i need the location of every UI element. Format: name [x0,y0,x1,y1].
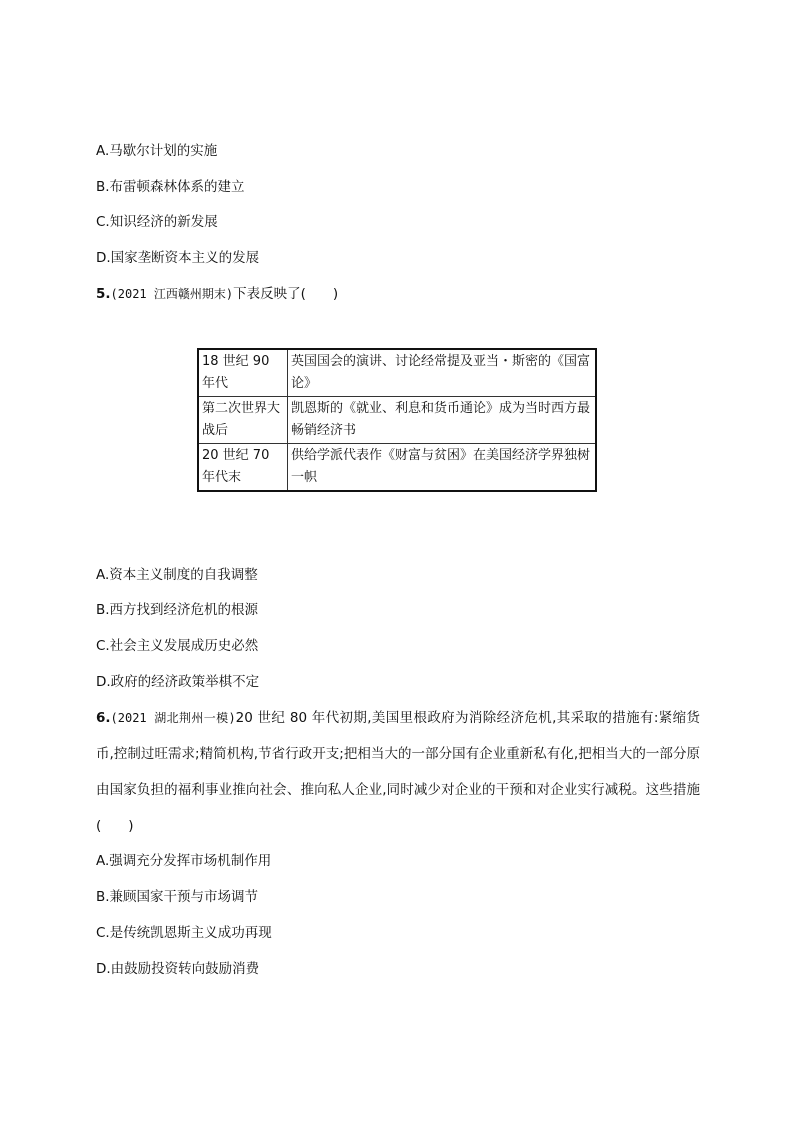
question-6-source: (2021 湖北荆州一模) [110,711,236,725]
question-6-stem [96,700,700,844]
question-5-number: 5. [96,286,111,302]
table-cell-event: 凯恩斯的《就业、利息和货币通论》成为当时西方最畅销经济书 [288,397,597,444]
question-5-option-c: C.社会主义发展成历史必然 [96,638,259,654]
table-cell-period: 18 世纪 90 年代 [198,349,288,397]
question-6-option-b: B.兼顾国家干预与市场调节 [96,889,259,905]
question-5-option-d: D.政府的经济政策举棋不定 [96,674,260,690]
prev-option-b: B.布雷顿森林体系的建立 [96,179,245,195]
question-6-option-d: D.由鼓励投资转向鼓励消费 [96,961,260,977]
question-6-number: 6. [96,710,111,726]
table-row [198,397,596,444]
question-5-text: 下表反映了( ) [233,286,339,302]
table-row [198,349,596,397]
prev-option-a: A.马歇尔计划的实施 [96,143,218,159]
table-cell-period: 20 世纪 70 年代末 [198,444,288,492]
table-cell-event: 英国国会的演讲、讨论经常提及亚当・斯密的《国富论》 [288,349,597,397]
table-cell-period: 第二次世界大战后 [198,397,288,444]
question-5-option-b: B.西方找到经济危机的根源 [96,602,259,618]
question-5-stem [96,285,338,303]
prev-option-c: C.知识经济的新发展 [96,214,218,230]
table-cell-event: 供给学派代表作《财富与贫困》在美国经济学界独树一帜 [288,444,597,492]
question-6-text: 20 世纪 80 年代初期,美国里根政府为消除经济危机,其采取的措施有:紧缩货币,控制过旺需求;精简机构,节省行政开支;把相当大的一部分国有企业重新私有化,把相当大的一部分原由国家负担的福利事业推向社会、推向私人企业,同时减少对企业的干预和对企业实行减税。这些措施( ) [96,710,700,834]
question-5-source: (2021 江西赣州期末) [110,287,234,301]
question-6-option-c: C.是传统凯恩斯主义成功再现 [96,925,272,941]
question-6-option-a: A.强调充分发挥市场机制作用 [96,853,272,869]
question-5-option-a: A.资本主义制度的自我调整 [96,567,258,583]
question-5-table [197,348,597,492]
table-row [198,444,596,492]
prev-option-d: D.国家垄断资本主义的发展 [96,250,260,266]
